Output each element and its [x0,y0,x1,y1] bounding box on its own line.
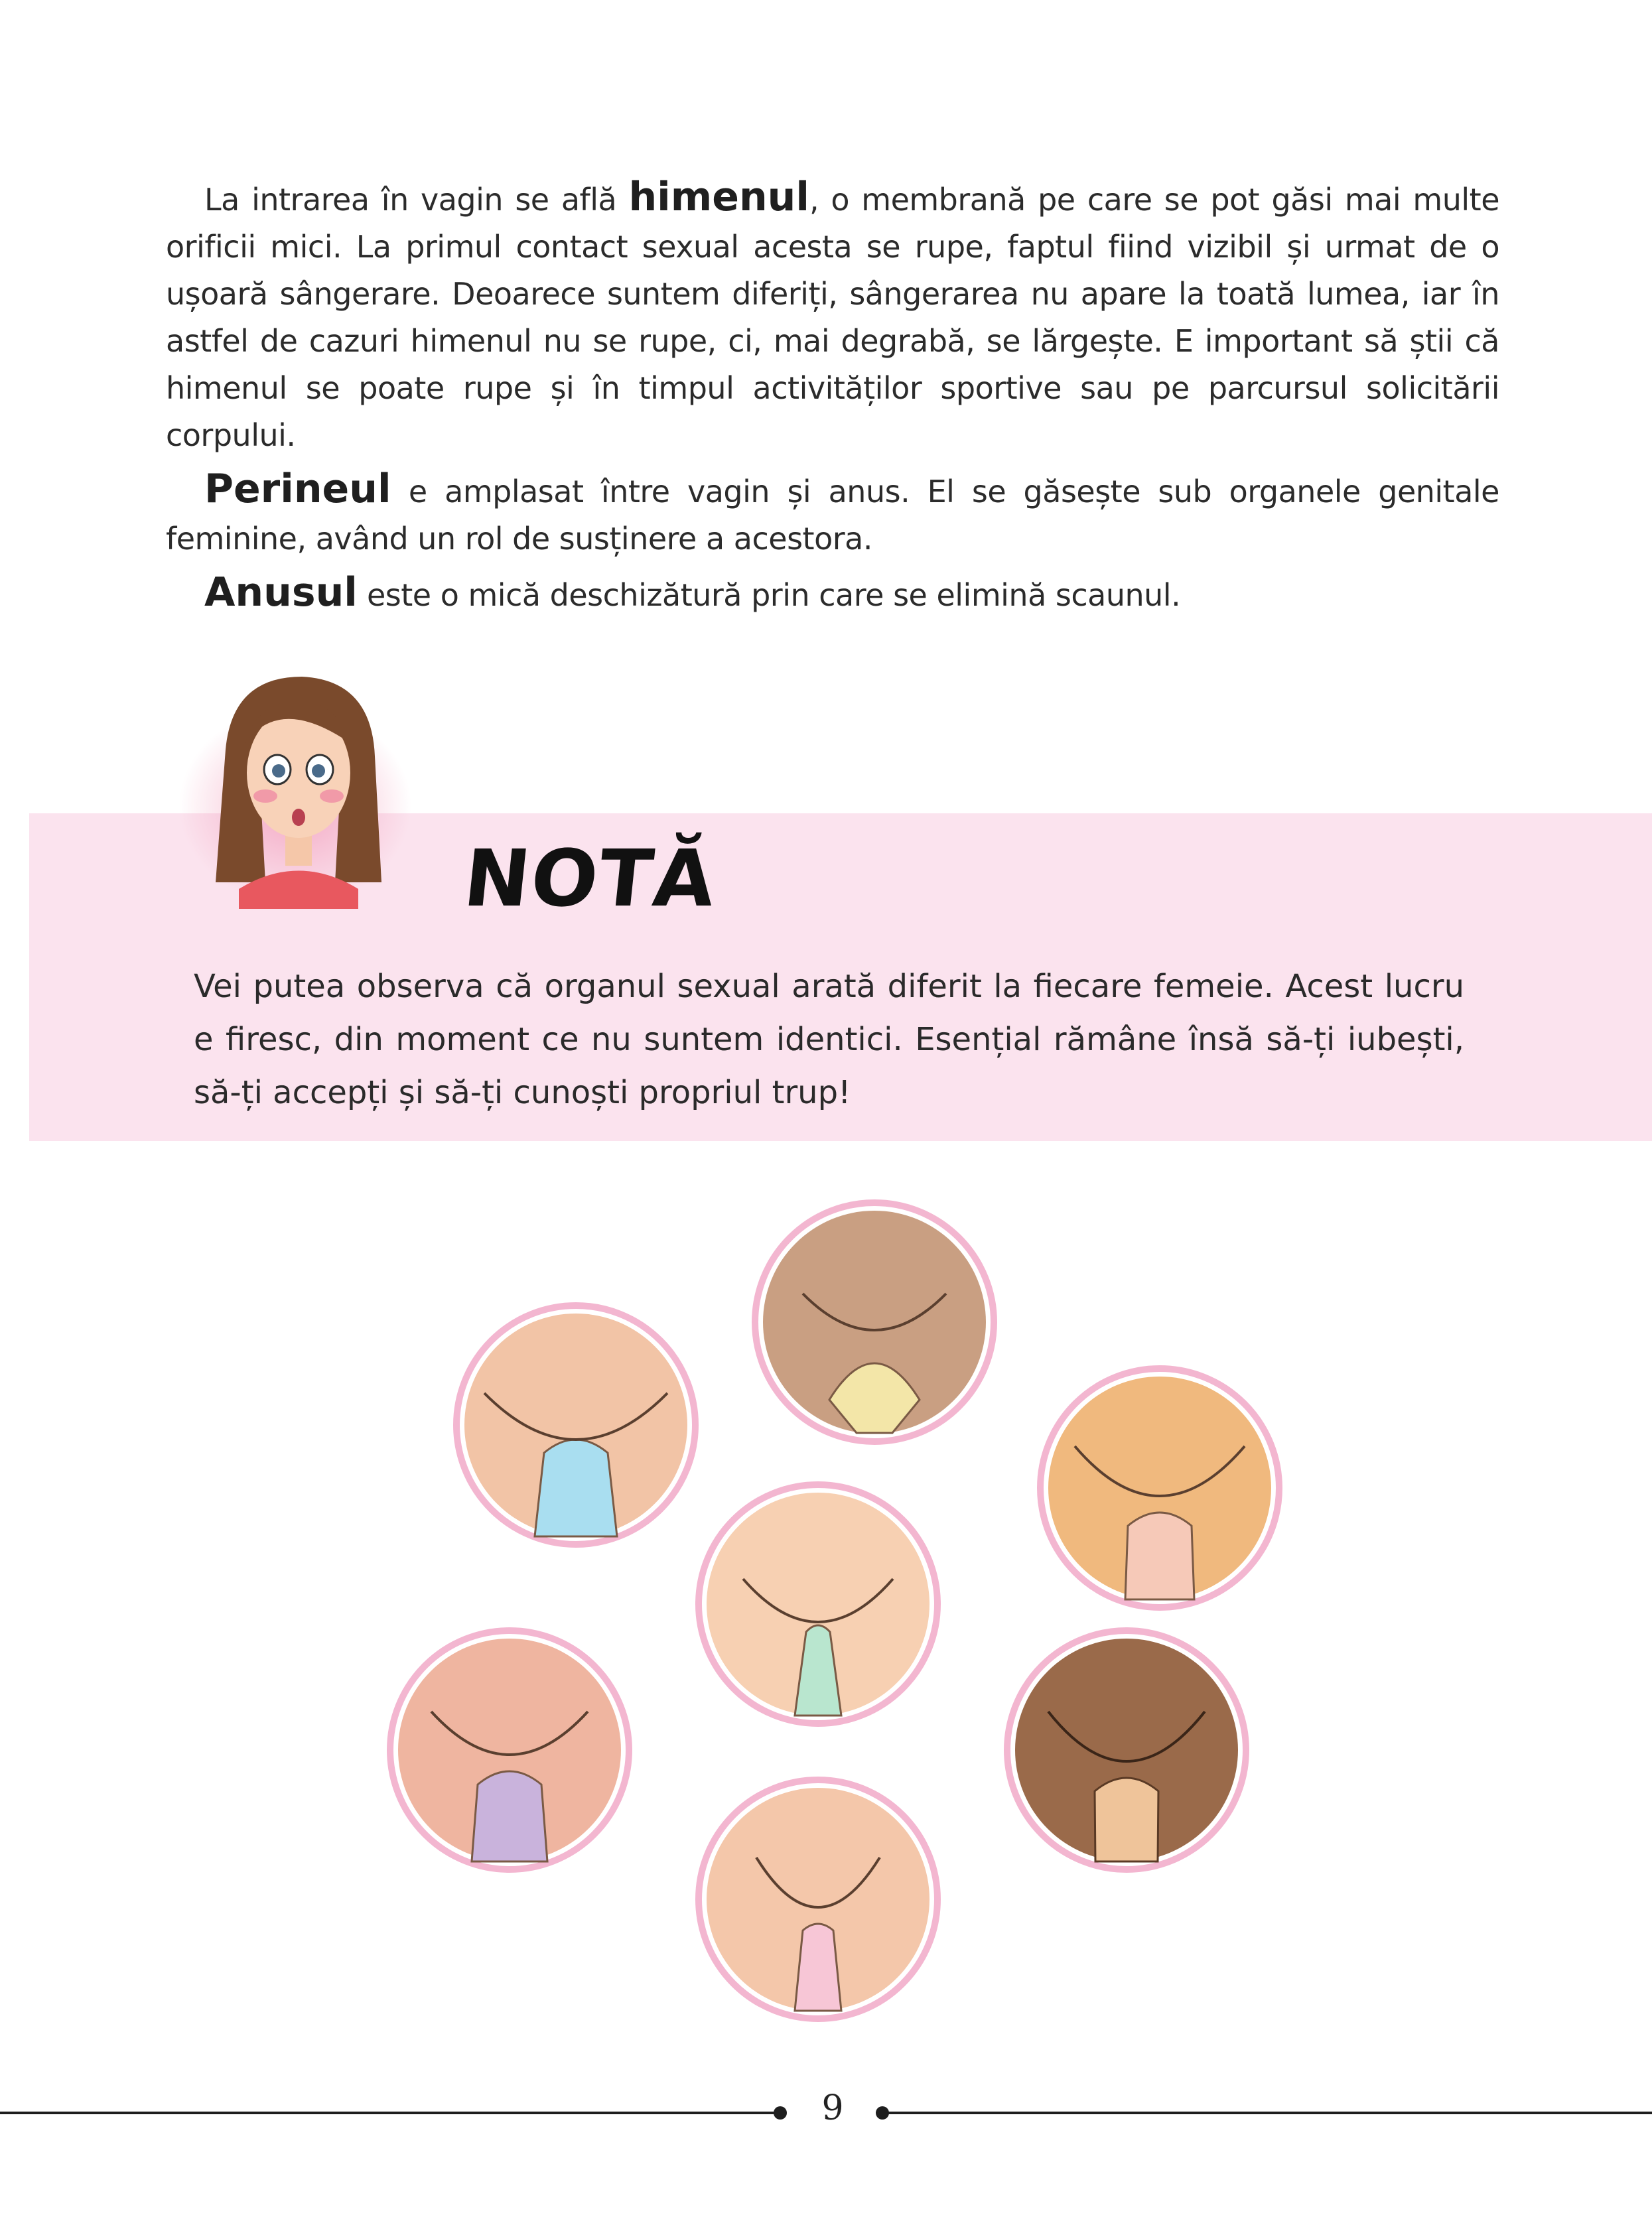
girl-illustration [179,663,418,909]
illustration-lower-right [1007,1631,1246,1869]
illustration-skin [1048,1377,1271,1599]
paragraph-anus [166,569,1499,619]
illustration-skin [464,1314,687,1536]
illustration-lower-left [390,1631,629,1869]
term-himenul: himenul [628,174,809,220]
illustration-skin [398,1639,621,1861]
illustration-skin [707,1788,929,2011]
term-anusul: Anusul [204,569,358,616]
footer-dot-left [774,2106,787,2120]
paragraph-himen [166,174,1499,459]
footer-rule-right [882,2112,1652,2114]
page-number: 9 [821,2088,844,2128]
illustration-skin [763,1211,986,1434]
illustration-accent [1095,1778,1158,1861]
illustration-accent [795,1625,841,1716]
illustration-bottom [699,1780,937,2019]
illustration-center [699,1485,937,1723]
note-title: NOTĂ [459,833,721,924]
illustration-top [755,1203,994,1442]
illustration-accent [472,1771,547,1861]
illustration-accent [1125,1513,1194,1599]
illustration-upper-right [1040,1369,1279,1607]
paragraph-text: e amplasat între vagin și anus. El se găsește sub organele genitale feminine, având un rol de susținere a acestora. [166,474,1499,557]
illustration-accent [795,1924,841,2011]
illustration-skin [1015,1639,1238,1861]
illustration-accent [829,1363,920,1433]
paragraph-text: , o membrană pe care se pot găsi mai multe orificii mici. La primul contact sexual acesta se rupe, faptul fiind vizibil și urmat de o ușoară sângerare. Deoarece suntem diferiți, sângerarea nu apare la toată lumea, iar în astfel de cazuri himenul nu se rupe, ci, mai degrabă, se lărgește. E important să știi că himenul se poate rupe și în timpul activităților sportive sau pe parcursul solicitării corpului. [166,182,1500,453]
illustration-accent [535,1440,617,1536]
illustration-skin [707,1493,929,1716]
footer-rule-left [0,2112,780,2114]
illustration-upper-left [456,1306,695,1544]
paragraph-perineu [166,466,1499,563]
term-perineul: Perineul [204,466,391,512]
body-text [166,174,1499,626]
paragraph-text: La intrarea în vagin se află [204,182,629,218]
note-text: Vei putea observa că organul sexual arată diferit la fiecare femeie. Acest lucru e firesc, din moment ce nu suntem identici. Esențial rămâne însă să-ți iubești, să-ți accepți și să-ți cunoști propriul trup! [194,968,1464,1111]
paragraph-text: este o mică deschizătură prin care se elimină scaunul. [357,577,1181,613]
